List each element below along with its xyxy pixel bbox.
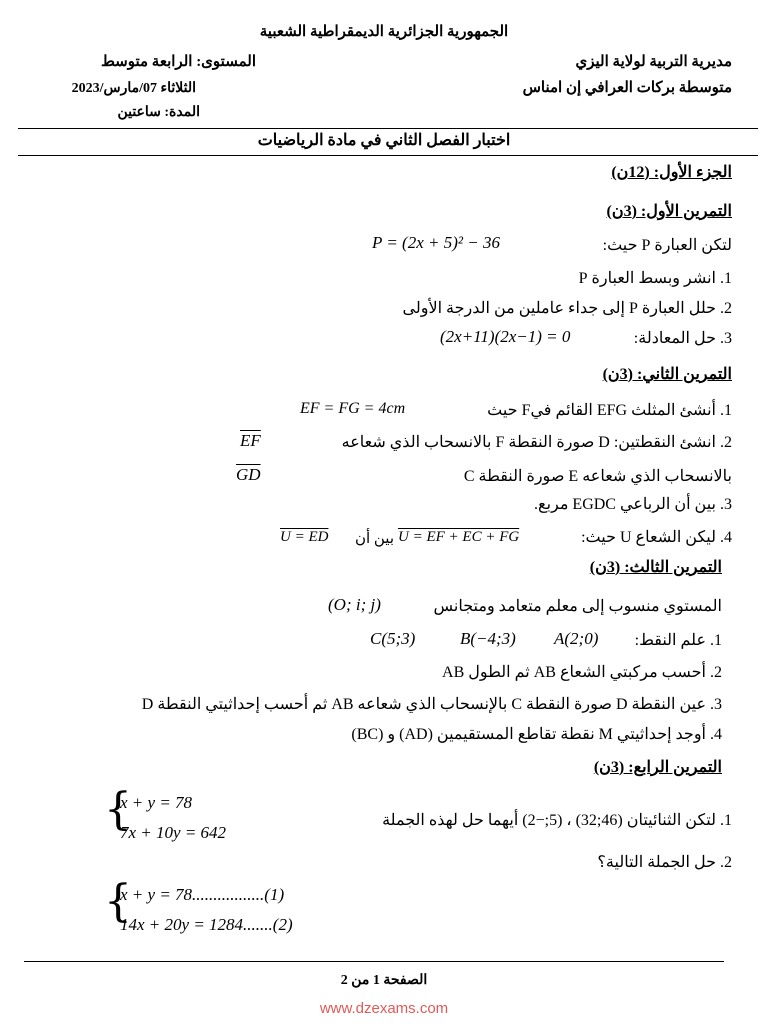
point-b: B(−4;3): [460, 629, 516, 648]
exam-date: الثلاثاء 07/مارس/2023: [71, 81, 196, 96]
ex3-q1: 1. علم النقط:: [634, 632, 722, 649]
ex2-vector-ef: $\overline{EF}$: [240, 431, 261, 450]
ex2-q4: 4. ليكن الشعاع U حيث:: [581, 529, 732, 546]
ex3-q3: 3. عين النقطة D صورة النقطة C بالإنسحاب الذي شعاعه AB ثم أحسب إحداثيتي النقطة D: [141, 696, 722, 713]
point-a: A(2;0): [554, 629, 599, 648]
ex3-q2: 2. أحسب مركبتي الشعاع AB ثم الطول AB: [442, 664, 722, 681]
footer-url-link[interactable]: www.dzexams.com: [319, 1000, 449, 1017]
ex3-title: التمرين الثالث: (3ن): [589, 559, 722, 576]
ex3-frame: (O; i; j): [328, 595, 381, 614]
ex2-q2: 2. انشئ النقطتين: D صورة النقطة F بالانسحاب الذي شعاعه: [341, 434, 732, 451]
ex3-q4: 4. أوجد إحداثيتي M نقطة تقاطع المستقيمين (AD) و (BC): [351, 726, 722, 743]
ex1-intro: لتكن العبارة P حيث:: [602, 237, 732, 254]
ex4-q2: 2. حل الجملة التالية؟: [597, 854, 732, 871]
ex2-q2b: C صورة النقطة E بالانسحاب الذي شعاعه: [463, 468, 732, 485]
ex2-q4-eq2: U = ED: [280, 529, 329, 545]
ex4-q1: 1. لتكن الثنائيتان (46;32) ، (5;−2) أيهما حل لهذه الجملة: [382, 812, 732, 829]
directorate: مديرية التربية لولاية اليزي: [575, 54, 732, 70]
system1-eq1: x + y = 78: [120, 793, 193, 812]
point-c: C(5;3): [370, 629, 416, 648]
level: المستوى: الرابعة متوسط: [100, 54, 256, 70]
part1-title: الجزء الأول: (12ن): [611, 164, 732, 181]
school-name: متوسطة بركات العرافي إن امناس: [522, 80, 732, 96]
ex2-q1-eq: EF = FG = 4cm: [300, 400, 406, 417]
header-divider: [18, 128, 758, 129]
ex4-title: التمرين الرابع: (3ن): [593, 759, 722, 776]
ex2-q3: 3. بين أن الرباعي EGDC مربع.: [534, 496, 732, 513]
ex1-q3: 3. حل المعادلة:: [633, 330, 732, 347]
footer-divider: [24, 961, 724, 962]
republic-title: الجمهورية الجزائرية الديمقراطية الشعبية: [259, 24, 509, 40]
page-number: الصفحة 1 من 2: [340, 973, 428, 988]
ex1-q1: 1. انشر وبسط العبارة P: [578, 270, 732, 287]
ex1-title: التمرين الأول: (3ن): [606, 203, 732, 220]
ex2-q4-eq: U = EF + EC + FG: [398, 529, 520, 545]
ex2-q4-show: بين أن: [354, 531, 394, 547]
system2-brace: {: [104, 876, 132, 927]
ex2-q1: 1. أنشئ المثلث EFG القائم فيF حيث: [487, 402, 732, 419]
exam-title: اختبار الفصل الثاني في مادة الرياضيات: [257, 132, 511, 149]
ex1-q2: 2. حلل العبارة P إلى جداء عاملين من الدرجة الأولى: [402, 300, 732, 317]
ex1-formula: P = (2x + 5)² − 36: [372, 233, 500, 252]
ex2-title: التمرين الثاني: (3ن): [602, 366, 732, 383]
title-divider: [18, 155, 758, 156]
ex1-equation: (2x+11)(2x−1) = 0: [440, 327, 571, 346]
duration: المدة: ساعتين: [117, 105, 200, 120]
system2-eq2: 14x + 20y = 1284.......(2): [120, 915, 293, 934]
system2-eq1: x + y = 78.................(1): [120, 885, 285, 904]
ex3-intro: المستوي منسوب إلى معلم متعامد ومتجانس: [433, 598, 722, 615]
system1-brace: {: [104, 784, 132, 835]
ex2-vector-gd: $\overline{GD}$: [236, 465, 261, 484]
system1-eq2: 7x + 10y = 642: [120, 823, 227, 842]
